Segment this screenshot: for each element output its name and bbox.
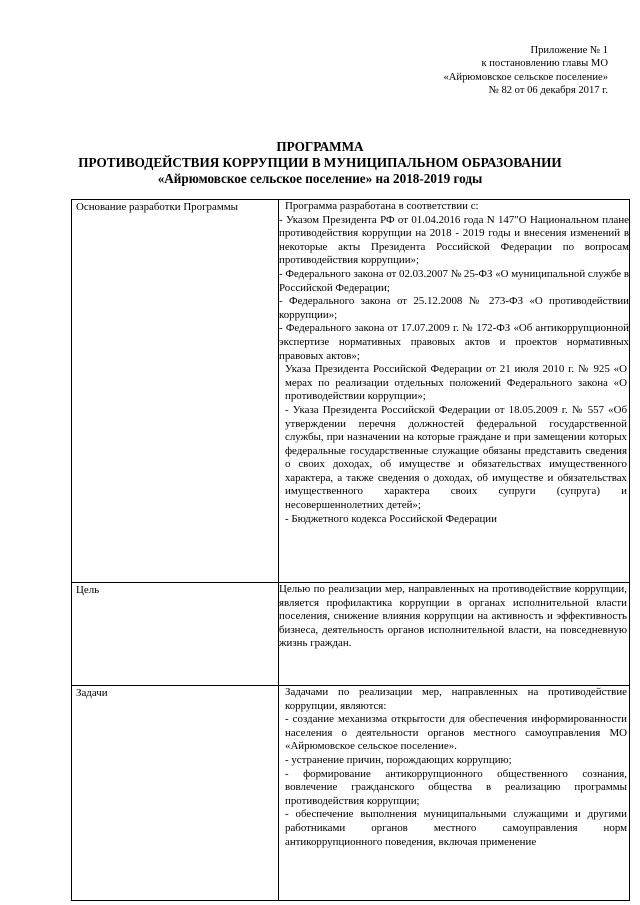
- paragraph: - создание механизма открытости для обеспечения информированности населения о деятельности органов местного самоуправления МО «Айрюмовское сельское поселение».: [285, 713, 627, 753]
- paragraph: - устранение причин, порождающих коррупцию;: [285, 753, 512, 766]
- document-title: [0, 139, 640, 187]
- paragraph: - Бюджетного кодекса Российской Федерации: [285, 512, 497, 525]
- paragraph: - Федерального закона от 02.03.2007 № 25-ФЗ «О муниципальной службе в Российской Федерации;: [279, 267, 629, 294]
- table-row: [72, 583, 630, 686]
- appendix-header: [443, 44, 608, 98]
- title-line: ПРОГРАММА: [276, 139, 364, 154]
- paragraph: Задачами по реализации мер, направленных на противодействие коррупции, являются:: [285, 686, 627, 712]
- paragraph: Указа Президента Российской Федерации от 21 июля 2010 г. № 925 «О мерах по реализации отдельных положений Федерального закона «О противодействии коррупции»;: [285, 363, 627, 403]
- paragraph: Программа разработана в соответствии с:: [285, 200, 479, 212]
- paragraph: Целью по реализации мер, направленных на противодействие коррупции, является профилактика коррупции в органах исполнительной власти поселения, снижение влияния коррупции на активность и эффективность бизнеса, деятельность органов исполнительной власти, на повседневную жизнь граждан.: [279, 583, 627, 650]
- paragraph: - Указом Президента РФ от 01.04.2016 года N 147"О Национальном плане противодействия коррупции на 2018 - 2019 годы и внесения изменений в некоторые акты Президента Российской Федерации по вопросам противодействия коррупции»;: [279, 213, 629, 267]
- row-label: Основание разработки Программы: [72, 200, 279, 583]
- paragraph: - обеспечение выполнения муниципальными служащими и другими работниками органов местного самоуправления норм антикоррупционного поведения, включая применение: [285, 808, 627, 848]
- appendix-line: Приложение № 1: [530, 45, 608, 56]
- row-content: [279, 200, 630, 583]
- row-label: Задачи: [72, 686, 279, 901]
- paragraph: - формирование антикоррупционного общественного сознания, вовлечение гражданского общества в реализацию программы противодействия коррупции;: [285, 767, 627, 807]
- table-row: [72, 200, 630, 583]
- paragraph: - Указа Президента Российской Федерации от 18.05.2009 г. № 557 «Об утверждении перечня должностей федеральной государственной службы, при назначении на которые граждане и при замещении которых федеральные государственные служащие обязаны представить сведения о своих доходах, об имуществе и обязательствах имущественного характера, а также сведения о доходах, об имуществе и обязательствах имущественного характера своих супруги (супруга) и несовершеннолетних детей»;: [285, 403, 627, 512]
- row-label: Цель: [72, 583, 279, 686]
- appendix-line: к постановлению главы МО: [481, 58, 608, 70]
- paragraph: - Федерального закона от 17.07.2009 г. № 172-ФЗ «Об антикоррупционной экспертизе нормативных правовых актов и проектов нормативных правовых актов»;: [279, 322, 629, 362]
- paragraph: - Федерального закона от 25.12.2008 № 273-ФЗ «О противодействии коррупции»;: [279, 295, 629, 321]
- title-line: «Айрюмовское сельское поселение» на 2018-2019 годы: [157, 171, 483, 186]
- table-row: [72, 686, 630, 901]
- title-line: ПРОТИВОДЕЙСТВИЯ КОРРУПЦИИ В МУНИЦИПАЛЬНОМ ОБРАЗОВАНИИ: [78, 155, 562, 170]
- appendix-line: № 82 от 06 декабря 2017 г.: [488, 85, 608, 97]
- row-content: [279, 686, 630, 901]
- row-content: [279, 583, 630, 686]
- appendix-line: «Айрюмовское сельское поселение»: [443, 71, 608, 83]
- program-table: [71, 199, 630, 901]
